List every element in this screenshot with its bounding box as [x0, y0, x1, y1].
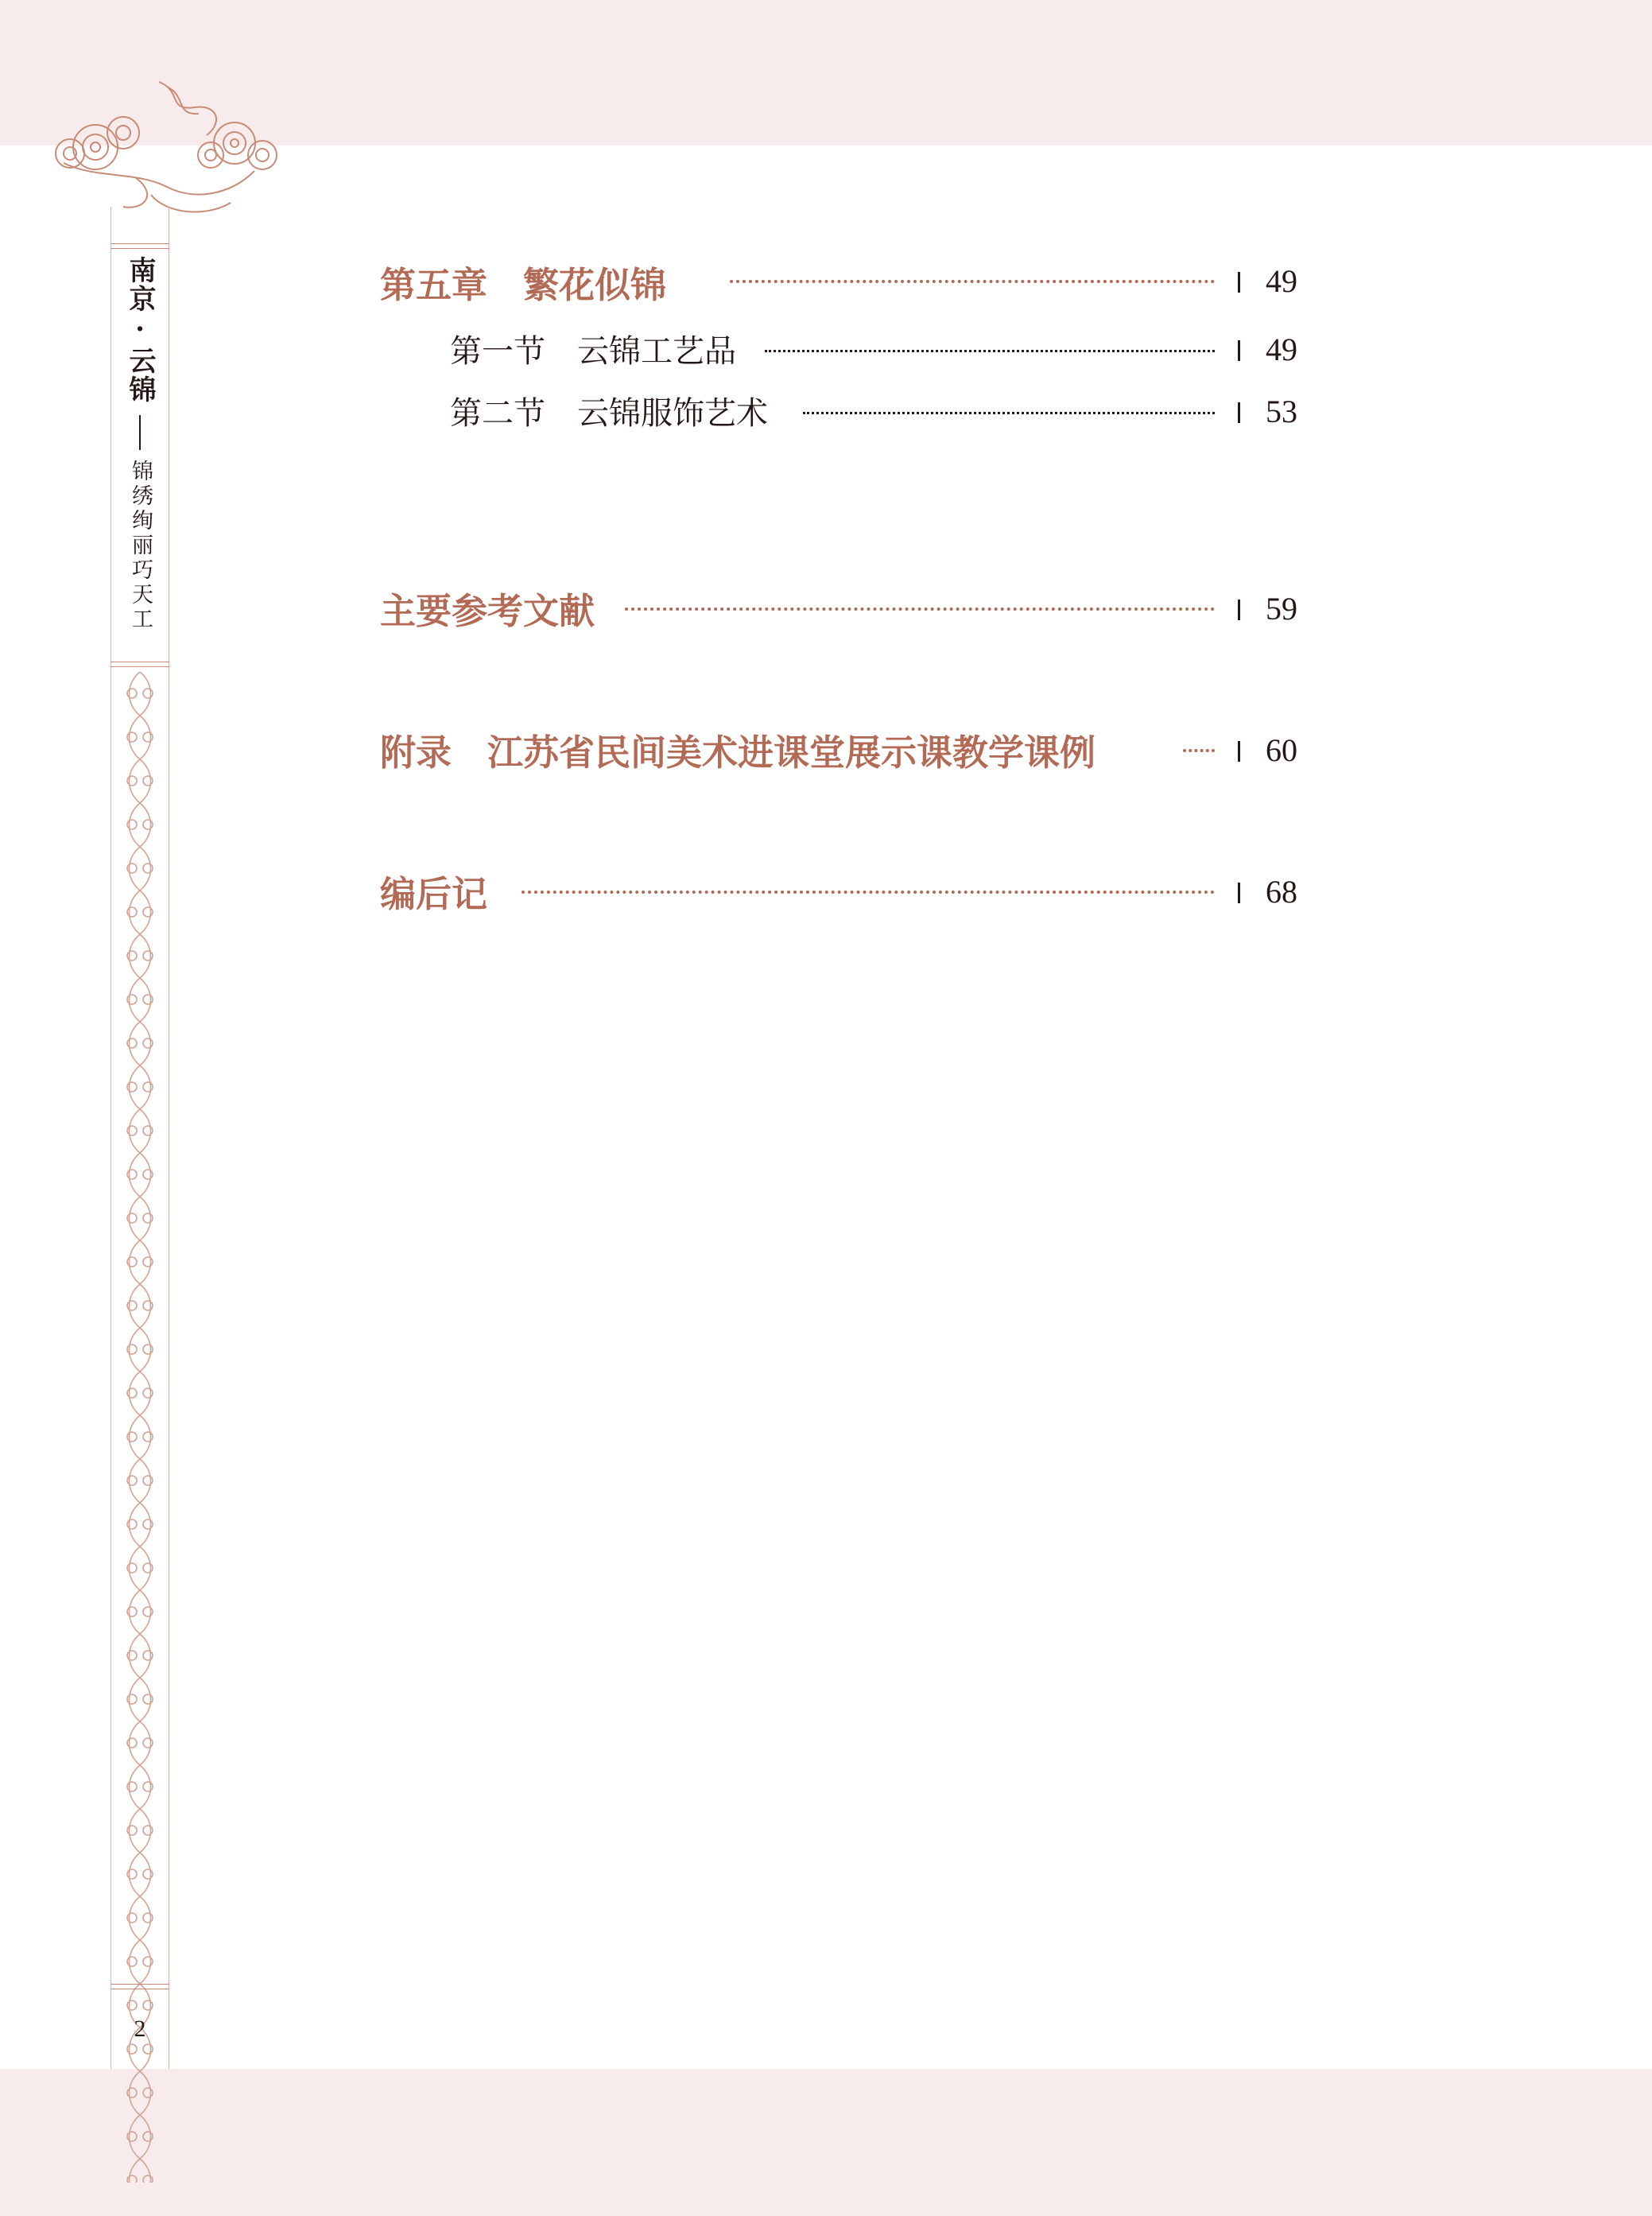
separator-bar [1238, 402, 1240, 423]
separator-bar [1238, 340, 1240, 361]
toc-entry-section1[interactable] [0, 326, 1652, 374]
toc-entry-appendix[interactable] [0, 724, 1652, 779]
dot-leader [1183, 749, 1215, 752]
dot-leader [625, 607, 1215, 611]
toc-page: 59 [1266, 591, 1297, 627]
toc-entry-section2[interactable] [0, 388, 1652, 436]
separator-bar [1238, 883, 1240, 903]
spine [111, 207, 169, 2069]
toc-entry-references[interactable] [0, 582, 1652, 638]
separator-bar [1238, 600, 1240, 620]
cloud-ornament-icon [48, 76, 310, 227]
spine-title: 南京·云锦 [124, 256, 156, 404]
separator-bar [1238, 741, 1240, 762]
dot-leader [803, 412, 1215, 414]
bottom-band [0, 2069, 1652, 2216]
toc-page: 49 [1266, 263, 1297, 299]
toc-title: 附录 江苏省民间美术进课堂展示课教学课例 [380, 732, 1096, 774]
dot-leader [730, 280, 1215, 283]
toc-page: 53 [1266, 394, 1297, 429]
toc-entry-afterword[interactable] [0, 865, 1652, 921]
separator-bar [1238, 272, 1240, 293]
toc-title: 第一节 云锦工艺品 [450, 333, 736, 370]
toc-page: 68 [1266, 874, 1297, 910]
toc-title: 第五章 繁花似锦 [380, 264, 667, 306]
toc-page: 60 [1266, 732, 1297, 768]
toc-title: 第二节 云锦服饰艺术 [450, 395, 768, 432]
toc-entry-chapter5[interactable] [0, 256, 1652, 312]
dot-leader [522, 891, 1215, 894]
spine-subtitle: 锦绣绚丽巧天工 [128, 460, 153, 632]
toc-page: 49 [1266, 332, 1297, 367]
toc-title: 主要参考文献 [380, 590, 595, 632]
page-number: 2 [134, 2016, 146, 2042]
dot-leader [765, 350, 1215, 352]
toc-title: 编后记 [380, 873, 488, 915]
